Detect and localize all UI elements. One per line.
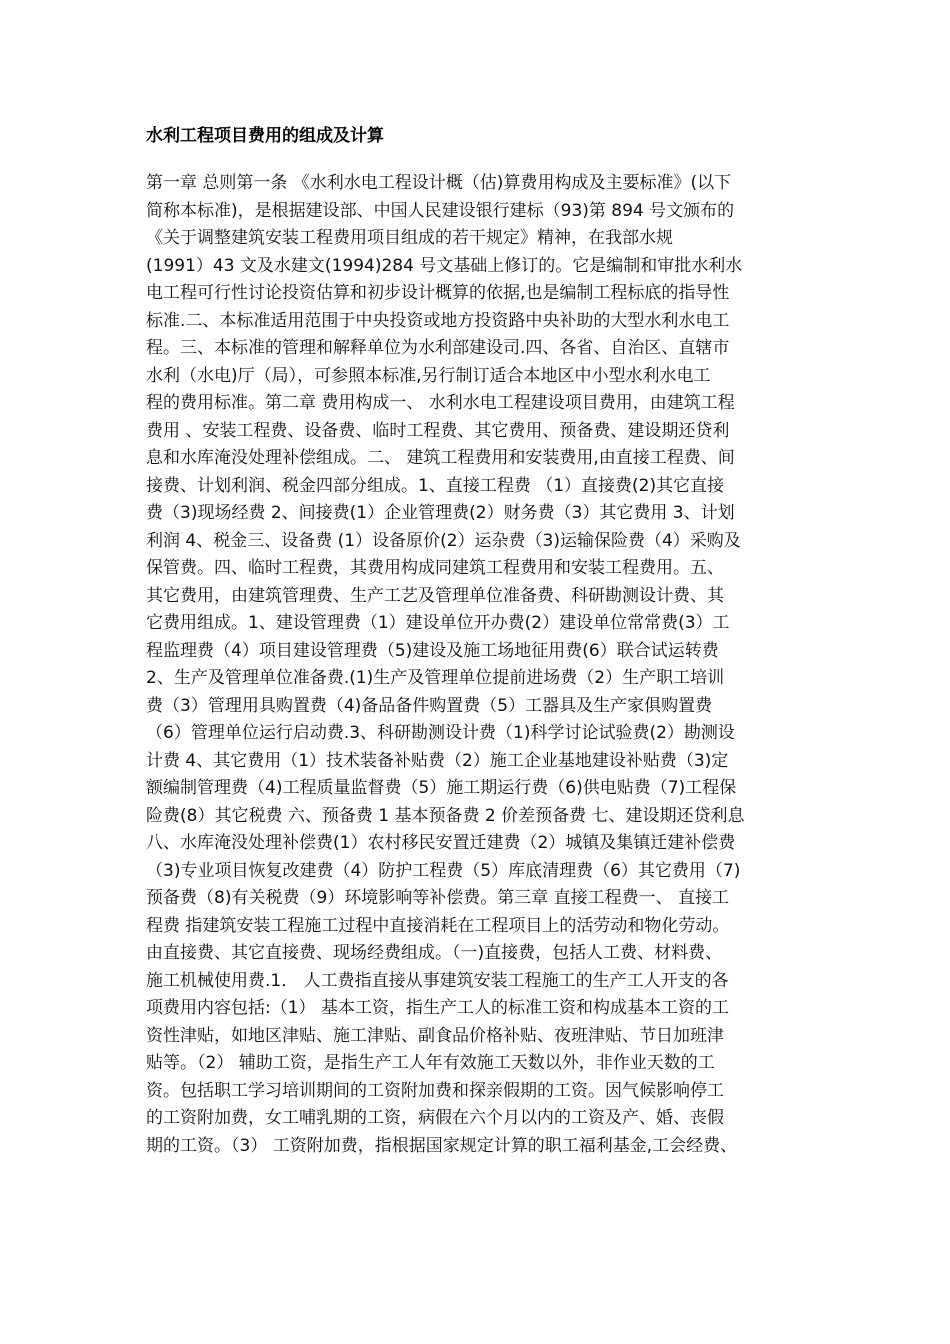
text-line: 费（3)现场经费 2、间接费(1）企业管理费(2）财务费（3）其它费用 3、计划	[146, 503, 735, 523]
text-line: 程费 指建筑安装工程施工过程中直接消耗在工程项目上的活劳动和物化劳动。	[146, 915, 730, 936]
text-line: 资。包括职工学习培训期间的工资附加费和探亲假期的工资。因气候影响停工	[146, 1080, 724, 1101]
text-line: 项费用内容包括:（1） 基本工资，指生产工人的标准工资和构成基本工资的工	[146, 998, 729, 1018]
text-line: 的工资附加费，女工哺乳期的工资，病假在六个月以内的工资及产、婚、丧假	[146, 1108, 724, 1128]
text-line: 施工机械使用费.1． 人工费指直接从事建筑安装工程施工的生产工人开支的各	[146, 970, 729, 991]
text-line: 由直接费、其它直接费、现场经费组成。（一)直接费，包括人工费、材料费、	[146, 943, 723, 963]
text-line: 期的工资。（3） 工资附加费，指根据国家规定计算的职工福利基金,工会经费、	[146, 1135, 738, 1156]
text-line: （6）管理单位运行启动费.3、科研勘测设计费（1)科学讨论试验费(2）勘测设	[146, 723, 735, 743]
text-line: 计费 4、其它费用（1）技术装备补贴费（2）施工企业基地建设补贴费（3)定	[146, 750, 729, 771]
text-line: 息和水库淹没处理补偿组成。二、 建筑工程费用和安装费用,由直接工程费、间	[146, 448, 735, 468]
text-line: 贴等。（2） 辅助工资，是指生产工人年有效施工天数以外，非作业天数的工	[146, 1053, 715, 1073]
text-line: 费（3）管理用具购置费（4)备品备件购置费（5）工器具及生产家俱购置费	[146, 695, 713, 716]
text-line: 资性津贴，如地区津贴、施工津贴、副食品价格补贴、夜班津贴、节日加班津	[146, 1025, 724, 1046]
text-line: 费用 、安装工程费、设备费、临时工程费、其它费用、预备费、建设期还贷利	[146, 420, 730, 441]
text-line: 它费用组成。1、建设管理费（1）建设单位开办费(2）建设单位常常费(3）工	[146, 613, 730, 633]
text-line: 程的费用标准。第二章 费用构成一、 水利水电工程建设项目费用，由建筑工程	[146, 393, 735, 413]
text-line: 其它费用，由建筑管理费、生产工艺及管理单位准备费、科研勘测设计费、其	[146, 585, 724, 606]
text-line: 《关于调整建筑安装工程费用项目组成的若干规定》精神，在我部水规	[146, 228, 673, 248]
text-line: 八、水库淹没处理补偿费(1）农村移民安置迁建费（2）城镇及集镇迁建补偿费	[146, 833, 736, 853]
text-line: 程。三、本标准的管理和解释单位为水利部建设司.四、各省、自治区、直辖市	[146, 338, 730, 358]
text-line: (1991）43 文及水建文(1994)284 号文基础上修订的。它是编制和审批水利水	[146, 255, 743, 276]
text-line: 预备费（8)有关税费（9）环境影响等补偿费。第三章 直接工程费一、 直接工	[146, 888, 730, 908]
text-line: 保管费。四、临时工程费，其费用构成同建筑工程费用和安装工程费用。五、	[146, 558, 724, 578]
text-line: 额编制管理费（4)工程质量监督费（5）施工期运行费（6)供电贴费（7)工程保	[146, 778, 737, 798]
text-line: 接费、计划利润、税金四部分组成。1、直接工程费 （1）直接费(2)其它直接	[146, 475, 725, 496]
text-line: 水利（水电)厅（局），可参照本标准,另行制订适合本地区中小型水利水电工	[146, 365, 711, 386]
text-line: 程监理费（4）项目建设管理费（5)建设及施工场地征用费(6）联合试运转费	[146, 640, 719, 661]
text-line: 电工程可行性讨论投资估算和初步设计概算的依据,也是编制工程标底的指导性	[146, 283, 730, 303]
text-line: 2、生产及管理单位准备费.(1)生产及管理单位提前进场费（2）生产职工培训	[146, 668, 725, 688]
text-line: 第一章 总则第一条 《水利水电工程设计概（估)算费用构成及主要标准》(以下	[146, 173, 732, 193]
text-line: 险费(8）其它税费 六、预备费 1 基本预备费 2 价差预备费 七、建设期还贷利息	[146, 805, 745, 826]
text-line: （3)专业项目恢复改建费（4）防护工程费（5）库底清理费（6）其它费用（7)	[146, 860, 741, 881]
document-body	[146, 170, 811, 1160]
text-line: 利润 4、税金三、设备费 (1）设备原价(2）运杂费（3)运输保险费（4）采购及	[146, 530, 741, 551]
text-line: 标准.二、本标准适用范围于中央投资或地方投资路中央补助的大型水利水电工	[146, 310, 730, 331]
text-line: 简称本标准)，是根据建设部、中国人民建设银行建标（93)第 894 号文颁布的	[146, 200, 735, 221]
document-title: 水利工程项目费用的组成及计算	[146, 126, 384, 146]
